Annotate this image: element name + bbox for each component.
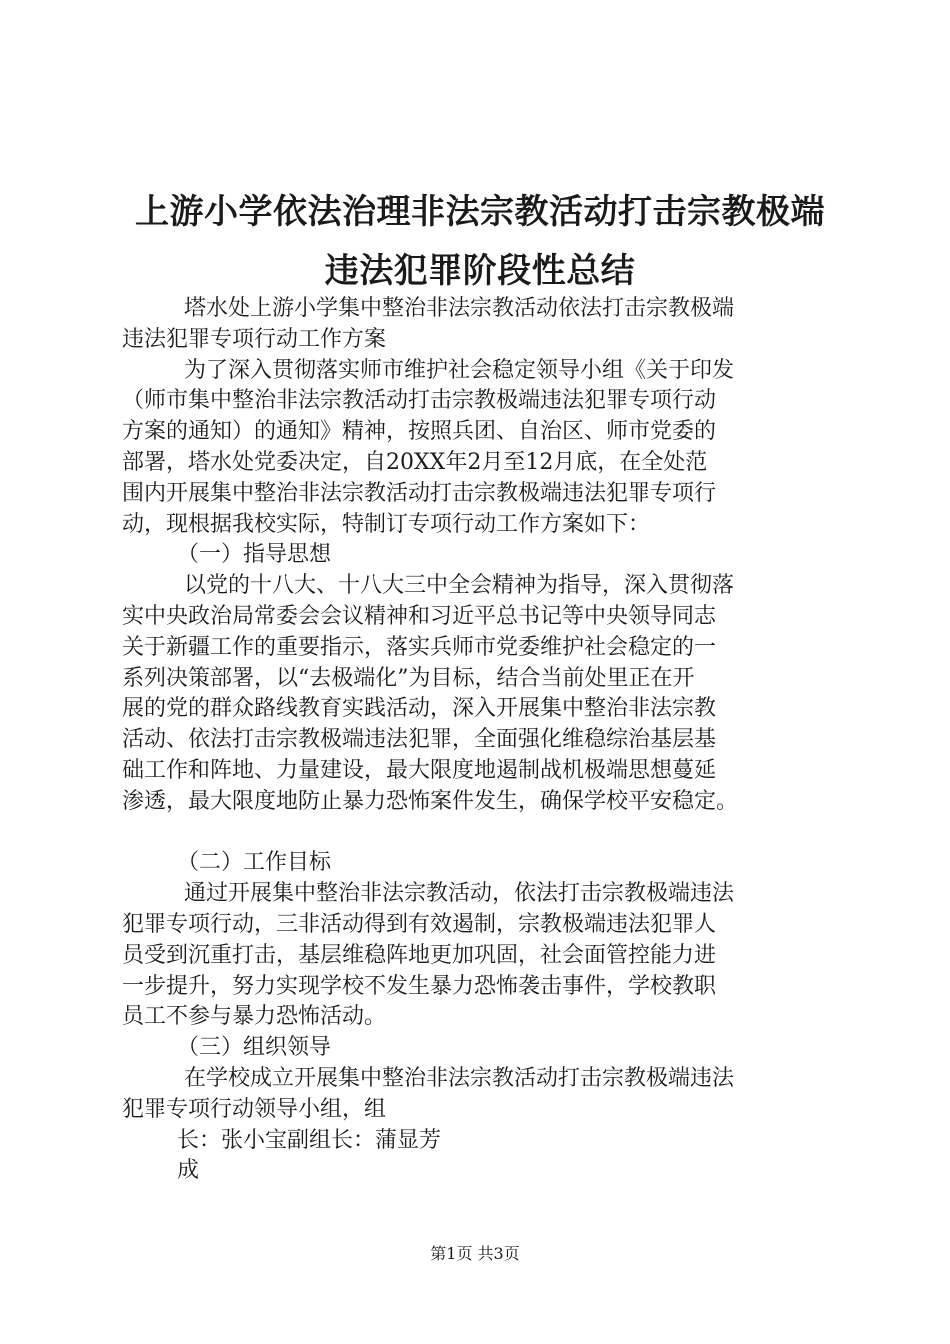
paragraph-gap bbox=[122, 818, 852, 849]
paragraph-line: 渗透，最大限度地防止暴力恐怖案件发生，确保学校平安稳定。 bbox=[122, 788, 739, 814]
paragraph-line: 关于新疆工作的重要指示，落实兵师市党委维护社会稳定的一 bbox=[122, 634, 717, 660]
paragraph-line: 活动、依法打击宗教极端违法犯罪，全面强化维稳综治基层基 bbox=[122, 727, 717, 753]
paragraph-line: （师市集中整治非法宗教活动打击宗教极端违法犯罪专项行动 bbox=[122, 388, 717, 414]
paragraph-line: 塔水处上游小学集中整治非法宗教活动依法打击宗教极端 bbox=[184, 296, 735, 321]
section-heading-1: （一）指导思想 bbox=[177, 542, 332, 568]
paragraph-line: 在学校成立开展集中整治非法宗教活动打击宗教极端违法 bbox=[184, 1065, 735, 1091]
paragraph-line: 一步提升，努力实现学校不发生暴力恐怖袭击事件，学校教职 bbox=[122, 973, 717, 999]
paragraph-line: 动，现根据我校实际，特制订专项行动工作方案如下： bbox=[122, 511, 651, 537]
paragraph-line: 围内开展集中整治非法宗教活动打击宗教极端违法犯罪专项行 bbox=[122, 480, 717, 506]
paragraph-line: 以党的十八大、十八大三中全会精神为指导，深入贯彻落 bbox=[184, 573, 735, 599]
paragraph-line: 部署，塔水处党委决定，自20XX年2月至12月底，在全处范 bbox=[122, 449, 708, 475]
document-body bbox=[122, 294, 852, 1187]
paragraph-line: 展的党的群众路线教育实践活动，深入开展集中整治非法宗教 bbox=[122, 696, 717, 722]
paragraph-line: 成 bbox=[177, 1158, 200, 1184]
paragraph-line: 方案的通知）的通知》精神，按照兵团、自治区、师市党委的 bbox=[122, 419, 717, 445]
paragraph-line: 员受到沉重打击，基层维稳阵地更加巩固，社会面管控能力进 bbox=[122, 942, 717, 968]
paragraph-line: 员工不参与暴力恐怖活动。 bbox=[122, 1004, 387, 1030]
paragraph-line: 违法犯罪专项行动工作方案 bbox=[122, 326, 387, 352]
paragraph-line: 础工作和阵地、力量建设，最大限度地遏制战机极端思想蔓延 bbox=[122, 757, 717, 783]
page-footer: 第1页 共3页 bbox=[430, 1244, 520, 1263]
paragraph-line: 为了深入贯彻落实师市维护社会稳定领导小组《关于印发 bbox=[184, 357, 735, 383]
paragraph-line: 通过开展集中整治非法宗教活动，依法打击宗教极端违法 bbox=[184, 881, 735, 907]
section-heading-2: （二）工作目标 bbox=[177, 850, 332, 876]
paragraph-line: 犯罪专项行动领导小组，组 bbox=[122, 1096, 387, 1122]
paragraph-line: 长：张小宝副组长：蒲显芳 bbox=[177, 1127, 442, 1153]
section-heading-3: （三）组织领导 bbox=[177, 1035, 332, 1061]
document-title-line-1: 上游小学依法治理非法宗教活动打击宗教极端 bbox=[135, 192, 825, 232]
paragraph-line: 犯罪专项行动，三非活动得到有效遏制，宗教极端违法犯罪人 bbox=[122, 911, 717, 937]
paragraph-line: 实中央政治局常委会会议精神和习近平总书记等中央领导同志 bbox=[122, 603, 717, 629]
paragraph-line: 系列决策部署，以“去极端化”为目标，结合当前处里正在开 bbox=[122, 665, 695, 691]
document-title-line-2: 违法犯罪阶段性总结 bbox=[324, 251, 636, 291]
